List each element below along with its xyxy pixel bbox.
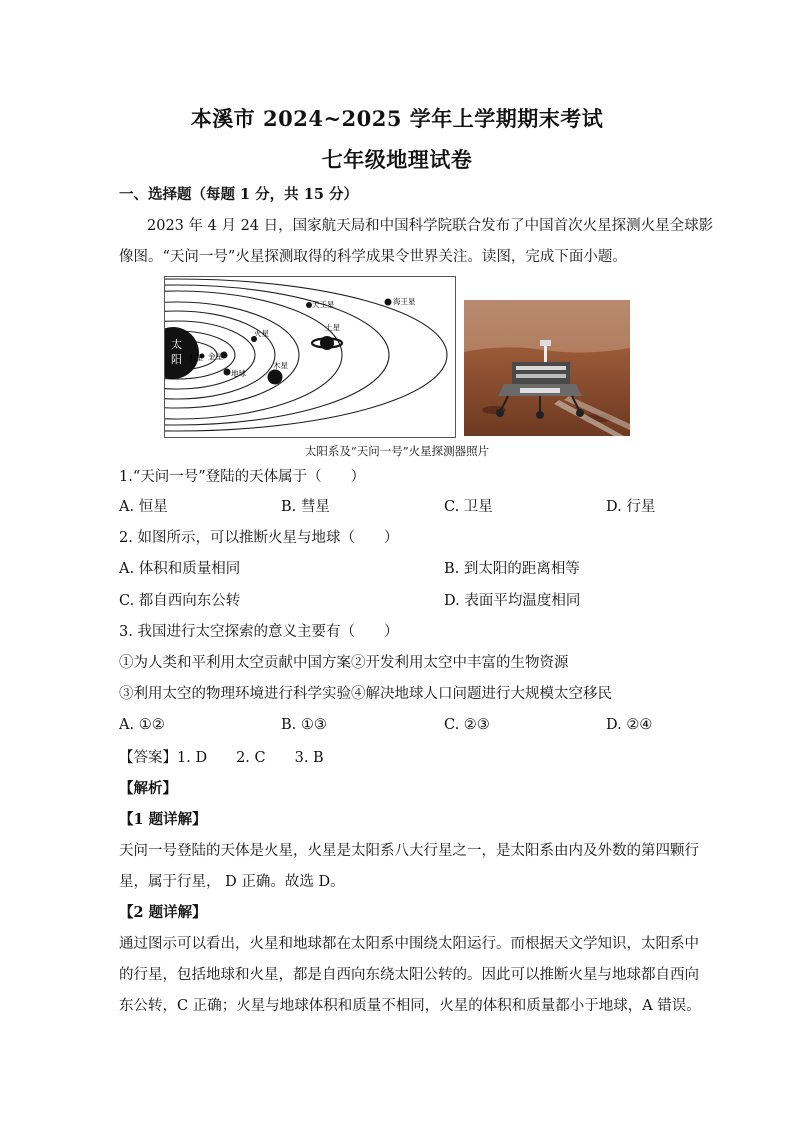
q3-option-b: B. ①③: [281, 717, 327, 733]
page-subtitle: 七年级地理试卷: [321, 147, 473, 172]
q3-items-line-1: ①为人类和平利用太空贡献中国方案②开发利用太空中丰富的生物资源: [119, 655, 569, 671]
sun-label-1: 太: [171, 338, 182, 351]
q2-detail-line-2: 的行星，包括地球和火星，都是自西向东绕太阳公转的。因此可以推断火星与地球都自西向: [119, 967, 699, 983]
neptune-label: 海王星: [393, 297, 416, 306]
q2-option-c: C. 都自西向东公转: [119, 593, 241, 609]
q1-option-d: D. 行星: [606, 499, 656, 515]
analysis-heading: 【解析】: [119, 780, 177, 797]
question-1-stem: 1.“天问一号”登陆的天体属于（ ）: [119, 469, 366, 485]
uranus-label: 天王星: [312, 300, 335, 309]
intro-text-2: 像图。“天问一号”火星探测取得的科学成果令世界关注。读图，完成下面小题。: [119, 249, 627, 265]
mars-label: 火星: [254, 329, 269, 338]
intro-text-1: 2023 年 4 月 24 日，国家航天局和中国科学院联合发布了中国首次火星探测火星全球影: [147, 218, 714, 234]
q1-option-b: B. 彗星: [281, 499, 330, 515]
q2-option-b: B. 到太阳的距离相等: [444, 561, 580, 577]
q3-option-d: D. ②④: [606, 717, 653, 733]
q2-detail-line-3: 东公转，C 正确；火星与地球体积和质量不相同，火星的体积和质量都小于地球，A 错误。: [119, 998, 701, 1014]
q3-items-line-2: ③利用太空的物理环境进行科学实验④解决地球人口问题进行大规模太空移民: [119, 686, 612, 702]
q3-option-a: A. ①②: [119, 717, 165, 733]
q2-detail-line-1: 通过图示可以看出，火星和地球都在太阳系中围绕太阳运行。而根据天文学知识，太阳系中: [119, 936, 699, 952]
q1-detail-line-1: 天问一号登陆的天体是火星，火星是太阳系八大行星之一，是太阳系由内及外数的第四颗行: [119, 843, 699, 859]
earth-icon: [224, 369, 231, 376]
q3-option-c: C. ②③: [444, 717, 490, 733]
q2-option-d: D. 表面平均温度相同: [444, 593, 581, 609]
saturn-label: 土星: [325, 323, 340, 332]
jupiter-label: 木星: [273, 361, 288, 370]
neptune-icon: [385, 299, 392, 306]
answer-line: 【答案】1. D 2. C 3. B: [119, 750, 324, 766]
q1-detail-line-2: 星，属于行星， D 正确。故选 D。: [119, 874, 345, 890]
question-2-stem: 2. 如图所示，可以推断火星与地球（ ）: [119, 530, 399, 546]
venus-label: 金星: [208, 352, 223, 361]
mercury-label: 水星: [188, 353, 203, 362]
question-3-stem: 3. 我国进行太空探索的意义主要有（ ）: [119, 624, 399, 640]
section-heading: 一、选择题（每题 1 分，共 15 分）: [119, 186, 358, 203]
solar-system-svg: [165, 277, 455, 437]
q2-option-a: A. 体积和质量相同: [119, 561, 241, 577]
saturn-icon: [320, 336, 334, 350]
jupiter-icon: [268, 370, 283, 385]
q1-detail-heading: 【1 题详解】: [119, 811, 207, 828]
mars-rover-photo: [464, 300, 630, 436]
figure-caption: 太阳系及“天问一号”火星探测器照片: [304, 444, 490, 458]
page-title: 本溪市 2024~2025 学年上学期期末考试: [190, 106, 604, 131]
earth-label: 地球: [231, 369, 246, 378]
sun-label-2: 阳: [171, 353, 182, 366]
solar-system-diagram: [164, 276, 456, 438]
q2-detail-heading: 【2 题详解】: [119, 904, 207, 921]
q1-option-c: C. 卫星: [444, 499, 493, 515]
q1-option-a: A. 恒星: [119, 499, 168, 515]
mars-rover-svg: [464, 300, 630, 436]
